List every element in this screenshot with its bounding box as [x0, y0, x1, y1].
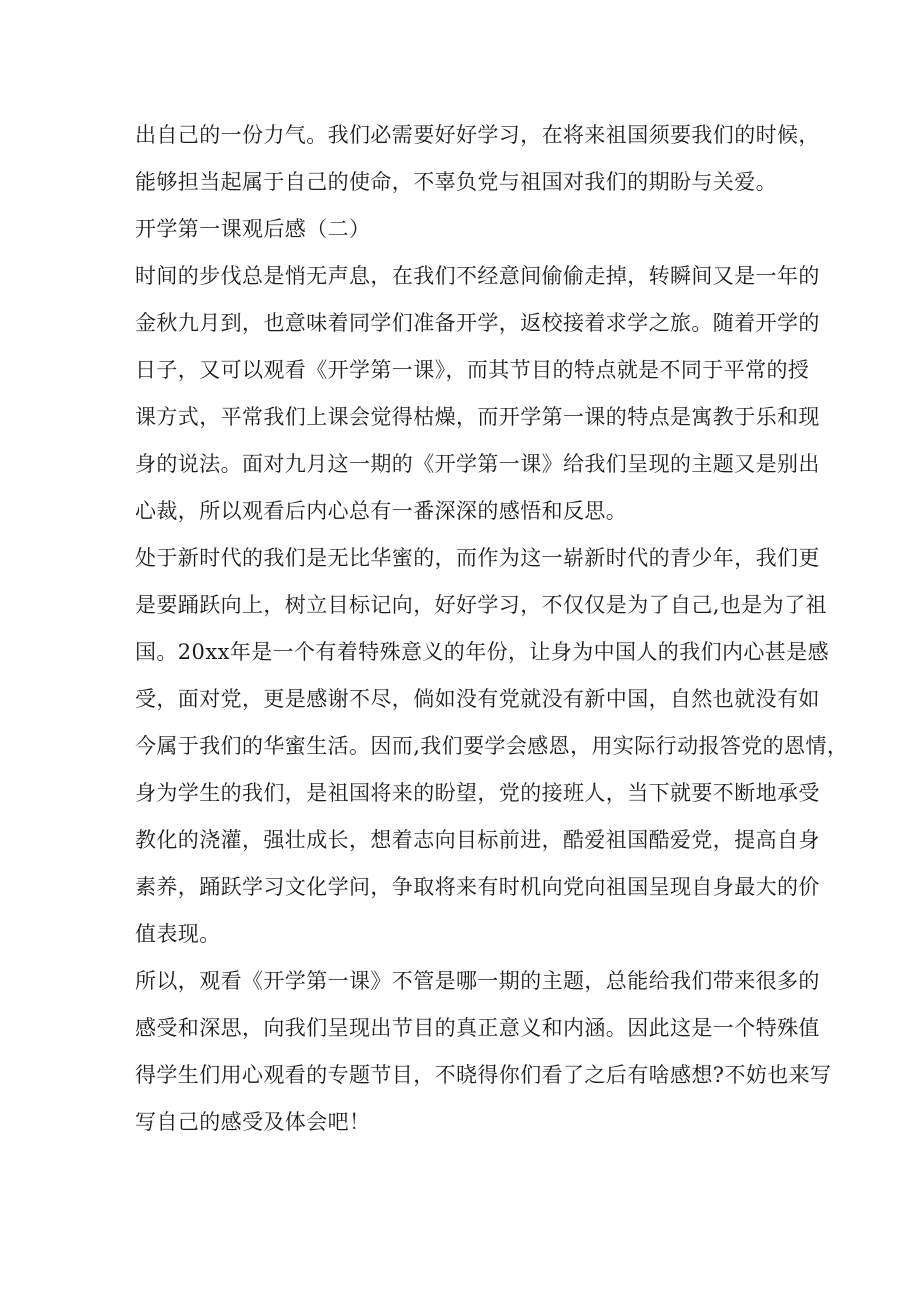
- text-line-7: 课方式，平常我们上课会觉得枯燥，而开学第一课的特点是寓教于乐和现: [135, 405, 820, 429]
- text-line-21: 得学生们用心观看的专题节目，不晓得你们看了之后有啥感想?不妨也来写: [135, 1063, 832, 1087]
- text-line-20: 感受和深思，向我们呈现出节目的真正意义和内涵。因此这是一个特殊值: [135, 1016, 820, 1040]
- text-line-9: 心裁，所以观看后内心总有一番深深的感悟和反思。: [135, 499, 628, 523]
- text-line-19: 所以，观看《开学第一课》不管是哪一期的主题，总能给我们带来很多的: [135, 969, 820, 993]
- text-line-22: 写自己的感受及体会吧！: [135, 1110, 371, 1134]
- text-line-2: 能够担当起属于自己的使命，不辜负党与祖国对我们的期盼与关爱。: [135, 170, 777, 194]
- text-line-8: 身的说法。面对九月这一期的《开学第一课》给我们呈现的主题又是别出: [135, 452, 820, 476]
- text-line-17: 素养，踊跃学习文化学问，争取将来有时机向党向祖国呈现自身最大的价: [135, 875, 820, 899]
- text-line-5: 金秋九月到，也意味着同学们准备开学，返校接着求学之旅。随着开学的: [135, 311, 820, 335]
- text-line-12: 国。20xx年是一个有着特殊意义的年份，让身为中国人的我们内心甚是感: [135, 640, 830, 664]
- text-line-18: 值表现。: [135, 922, 221, 946]
- text-line-11: 是要踊跃向上，树立目标记向，好好学习，不仅仅是为了自己,也是为了祖: [135, 593, 827, 617]
- text-line-6: 日子，又可以观看《开学第一课》，而其节目的特点就是不同于平常的授: [135, 358, 810, 382]
- text-line-4: 时间的步伐总是悄无声息，在我们不经意间偷偷走掉，转瞬间又是一年的: [135, 264, 820, 288]
- text-line-16: 教化的浇灌，强壮成长，想着志向目标前进，酷爱祖国酷爱党，提高自身: [135, 828, 820, 852]
- text-line-10: 处于新时代的我们是无比华蜜的，而作为这一崭新时代的青少年，我们更: [135, 546, 820, 570]
- text-line-1: 出自己的一份力气。我们必需要好好学习，在将来祖国须要我们的时候，: [135, 123, 820, 147]
- text-line-14: 今属于我们的华蜜生活。因而,我们要学会感恩，用实际行动报答党的恩情，: [135, 734, 849, 758]
- text-line-13: 受，面对党，更是感谢不尽，倘如没有党就没有新中国，自然也就没有如: [135, 687, 820, 711]
- text-line-15: 身为学生的我们，是祖国将来的盼望，党的接班人，当下就要不断地承受: [135, 781, 820, 805]
- section-heading: 开学第一课观后感（二）: [135, 217, 371, 241]
